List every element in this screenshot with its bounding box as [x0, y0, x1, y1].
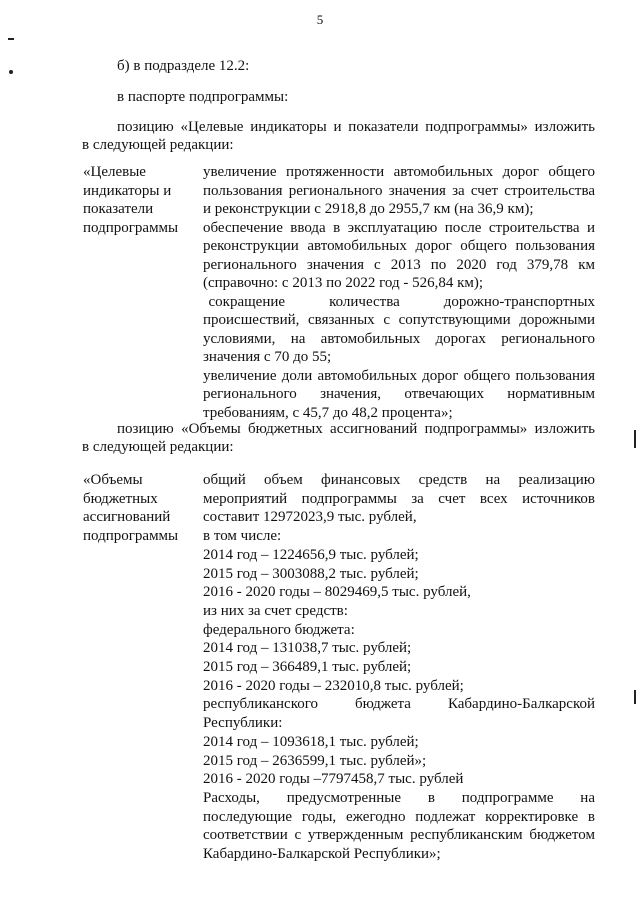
section1-label-line: «Целевые	[83, 164, 146, 180]
section2-value-line: 2015 год – 2636599,1 тыс. рублей»;	[203, 752, 427, 769]
margin-mark	[9, 70, 13, 74]
margin-mark	[634, 430, 636, 448]
section2-value-line: федерального бюджета:	[203, 621, 355, 638]
section2-value-line: Расходы, предусмотренные в подпрограмме на	[203, 789, 595, 806]
section2-value-line: 2016 - 2020 годы –7797458,7 тыс. рублей	[203, 771, 464, 788]
margin-mark	[8, 38, 14, 40]
section2-value-line: 2014 год – 1093618,1 тыс. рублей;	[203, 733, 419, 750]
section2-value-line: 2016 - 2020 годы – 232010,8 тыс. рублей;	[203, 677, 464, 694]
section2-value-line: 2015 год – 3003088,2 тыс. рублей;	[203, 565, 419, 582]
section1-value-line: пользования регионального значения за счет строительства	[203, 182, 595, 199]
page-number: 5	[316, 12, 324, 27]
section1-value-line: и реконструкции с 2918,8 до 2955,7 км (на 36,9 км);	[203, 201, 534, 217]
section1-value-line: регионального значения, отвечающих нормативным	[203, 386, 595, 402]
section1-value-line: (справочно: с 2013 по 2022 год - 526,84 км);	[203, 275, 484, 291]
section2-label-line: подпрограммы	[83, 527, 179, 544]
section2-value-line: общий объем финансовых средств на реализацию	[203, 472, 595, 488]
section1-value-line: регионального значения с 2013 по 2020 год 379,78 км	[203, 256, 595, 273]
section2-value-line: республиканского бюджета Кабардино-Балкарской	[203, 696, 595, 713]
section2-value-line: составит 12972023,9 тыс. рублей,	[203, 509, 417, 526]
section2-value-line: Кабардино-Балкарской Республики»;	[203, 846, 441, 863]
section1-value-line: значения с 70 до 55;	[203, 349, 332, 365]
section1-value-line: реконструкции автомобильных дорог общего пользования	[203, 238, 595, 254]
margin-mark	[634, 690, 636, 704]
intro-line-subsection: б) в подразделе 12.2:	[117, 58, 250, 74]
section2-value-line: из них за счет средств:	[203, 602, 348, 619]
section2-value-line: Республики:	[203, 715, 283, 732]
section2-value-line: 2014 год – 1224656,9 тыс. рублей;	[203, 546, 419, 563]
section1-value	[203, 163, 595, 422]
section1-value-line: условиями, на автомобильных дорогах регионального	[203, 330, 595, 347]
section2-label-line: «Объемы	[83, 472, 143, 488]
section2-value-line: соответствии с утвержденным республиканским бюджетом	[203, 827, 595, 844]
mid-line-position	[117, 420, 595, 439]
section2-label-line: ассигнований	[83, 509, 171, 525]
section2-label-line: бюджетных	[83, 490, 158, 507]
section2-value	[203, 471, 595, 864]
section1-label	[83, 163, 193, 237]
section1-label-line: подпрограммы	[83, 219, 179, 236]
section2-value-line: 2016 - 2020 годы – 8029469,5 тыс. рублей,	[203, 584, 471, 601]
section1-value-line: происшествий, связанных с сопутствующими дорожными	[203, 312, 595, 328]
section1-value-line: обеспечение ввода в эксплуатацию после строительства и	[203, 219, 595, 236]
section2-label	[83, 471, 193, 545]
mid-line-position-text: позицию «Объемы бюджетных ассигнований подпрограммы» изложить	[117, 421, 595, 437]
intro-line-position	[117, 118, 595, 137]
section1-value-line: сокращение количества дорожно-транспортных	[203, 293, 595, 310]
section2-value-line: в том числе:	[203, 528, 282, 545]
section2-value-line: мероприятий подпрограммы за счет всех источников	[203, 490, 595, 507]
section1-value-line: увеличение доли автомобильных дорог общего пользования	[203, 367, 595, 384]
mid-line-edition: в следующей редакции:	[82, 439, 234, 455]
section1-value-line: требованиям, с 45,7 до 48,2 процента»;	[203, 404, 453, 421]
intro-line-edition: в следующей редакции:	[82, 137, 234, 153]
section2-value-line: последующие годы, ежегодно подлежат корректировке в	[203, 808, 595, 825]
section2-value-line: 2014 год – 131038,7 тыс. рублей;	[203, 640, 412, 657]
section2-value-line: 2015 год – 366489,1 тыс. рублей;	[203, 659, 412, 676]
section1-value-line: увеличение протяженности автомобильных дорог общего	[203, 164, 595, 180]
intro-line-position-text: позицию «Целевые индикаторы и показатели подпрограммы» изложить	[117, 119, 595, 135]
section1-label-line: индикаторы и	[83, 182, 172, 199]
intro-line-passport: в паспорте подпрограммы:	[117, 89, 289, 105]
section1-label-line: показатели	[83, 201, 154, 217]
